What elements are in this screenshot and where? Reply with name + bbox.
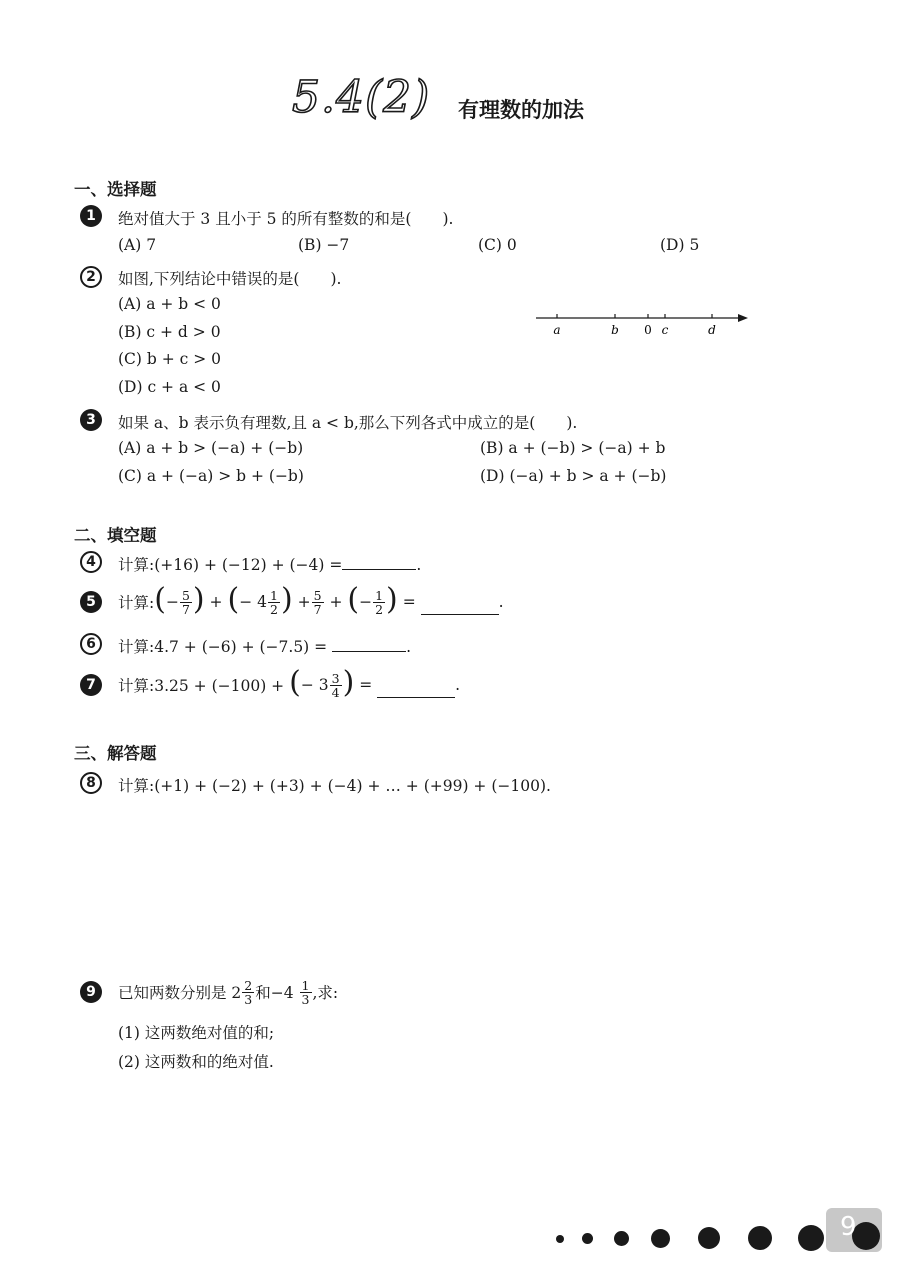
answer-blank bbox=[332, 637, 406, 652]
question-number-7: 7 bbox=[80, 674, 102, 696]
fraction: $\frac{2}{3}$ bbox=[244, 977, 253, 1007]
q1-option-c: (C) 0 bbox=[478, 236, 517, 254]
q1-option-b: (B) −7 bbox=[298, 236, 350, 254]
fraction: $\frac{1}{3}$ bbox=[301, 977, 310, 1007]
label-0: 0 bbox=[644, 323, 652, 337]
question-6: 计算:4.7 + (−6) + (−7.5) = . bbox=[118, 638, 412, 656]
fraction: $\frac{1}{2}$ bbox=[269, 587, 278, 617]
q2-option-c: (C) b + c > 0 bbox=[118, 350, 222, 368]
question-number-8: 8 bbox=[80, 772, 102, 794]
question-9: 已知两数分别是 2 $\frac{2}{3}$ 和−4 $\frac{1}{3}$ ,求: bbox=[118, 977, 339, 1007]
number-line-arrow bbox=[738, 314, 748, 322]
fraction: $\frac{1}{2}$ bbox=[375, 587, 384, 617]
question-9-part-1: (1) 这两数绝对值的和; bbox=[118, 1024, 275, 1042]
question-4: 计算:(+16) + (−12) + (−4) = . bbox=[118, 556, 422, 574]
question-7: 计算:3.25 + (−100) + ( − 3 $\frac{3}{4}$ ) = . bbox=[118, 665, 461, 700]
q3-option-c: (C) a + (−a) > b + (−b) bbox=[118, 467, 304, 485]
question-4-text: 计算:(+16) + (−12) + (−4) = bbox=[118, 556, 343, 574]
page-title: 有理数的加法 bbox=[458, 98, 584, 122]
answer-blank bbox=[342, 555, 416, 570]
q2-option-d: (D) c + a < 0 bbox=[118, 378, 221, 396]
question-5: 计算: ( − $\frac{5}{7}$ ) + ( − 4 $\frac{1}{2}$ ) + $\frac{5}{7}$ + ( − $\frac{1}{2}$ ) = . bbox=[118, 582, 504, 617]
question-3-text: 如果 a、b 表示负有理数,且 a < b,那么下列各式中成立的是( ). bbox=[118, 414, 578, 432]
section-title-fill: 二、填空题 bbox=[74, 526, 157, 545]
question-number-2: 2 bbox=[80, 266, 102, 288]
q3-option-d: (D) (−a) + b > a + (−b) bbox=[480, 467, 667, 485]
label-d: d bbox=[708, 323, 716, 337]
fraction: $\frac{5}{7}$ bbox=[313, 587, 322, 617]
q3-option-b: (B) a + (−b) > (−a) + b bbox=[480, 439, 666, 457]
question-number-5: 5 bbox=[80, 591, 102, 613]
question-9-part-2: (2) 这两数和的绝对值. bbox=[118, 1053, 274, 1071]
label-b: b bbox=[611, 323, 619, 337]
q2-option-a: (A) a + b < 0 bbox=[118, 295, 221, 313]
question-number-4: 4 bbox=[80, 551, 102, 573]
fraction: $\frac{5}{7}$ bbox=[181, 587, 190, 617]
number-line bbox=[530, 304, 755, 340]
fraction: $\frac{3}{4}$ bbox=[331, 670, 340, 700]
label-c: c bbox=[661, 323, 669, 337]
question-6-text: 计算:4.7 + (−6) + (−7.5) = bbox=[118, 638, 328, 656]
section-title-answer: 三、解答题 bbox=[74, 744, 157, 763]
question-number-9: 9 bbox=[80, 981, 102, 1003]
q3-option-a: (A) a + b > (−a) + (−b) bbox=[118, 439, 304, 457]
question-number-1: 1 bbox=[80, 205, 102, 227]
label-a: a bbox=[553, 323, 561, 337]
question-number-3: 3 bbox=[80, 409, 102, 431]
section-number: 5.4(2) bbox=[292, 72, 431, 123]
question-7-prefix: 计算:3.25 + (−100) + bbox=[118, 677, 285, 695]
question-number-6: 6 bbox=[80, 633, 102, 655]
q2-option-b: (B) c + d > 0 bbox=[118, 323, 221, 341]
answer-blank bbox=[421, 600, 499, 615]
question-2-text: 如图,下列结论中错误的是( ). bbox=[118, 270, 342, 288]
question-1-text: 绝对值大于 3 且小于 5 的所有整数的和是( ). bbox=[118, 210, 454, 228]
question-5-prefix: 计算: bbox=[118, 594, 155, 612]
q1-option-d: (D) 5 bbox=[660, 236, 700, 254]
answer-blank bbox=[377, 683, 455, 698]
page-number: 9 bbox=[840, 1212, 857, 1242]
section-title-choice: 一、选择题 bbox=[74, 180, 157, 199]
q1-option-a: (A) 7 bbox=[118, 236, 157, 254]
question-8-text: 计算:(+1) + (−2) + (+3) + (−4) + … + (+99) + (−100). bbox=[118, 777, 551, 795]
